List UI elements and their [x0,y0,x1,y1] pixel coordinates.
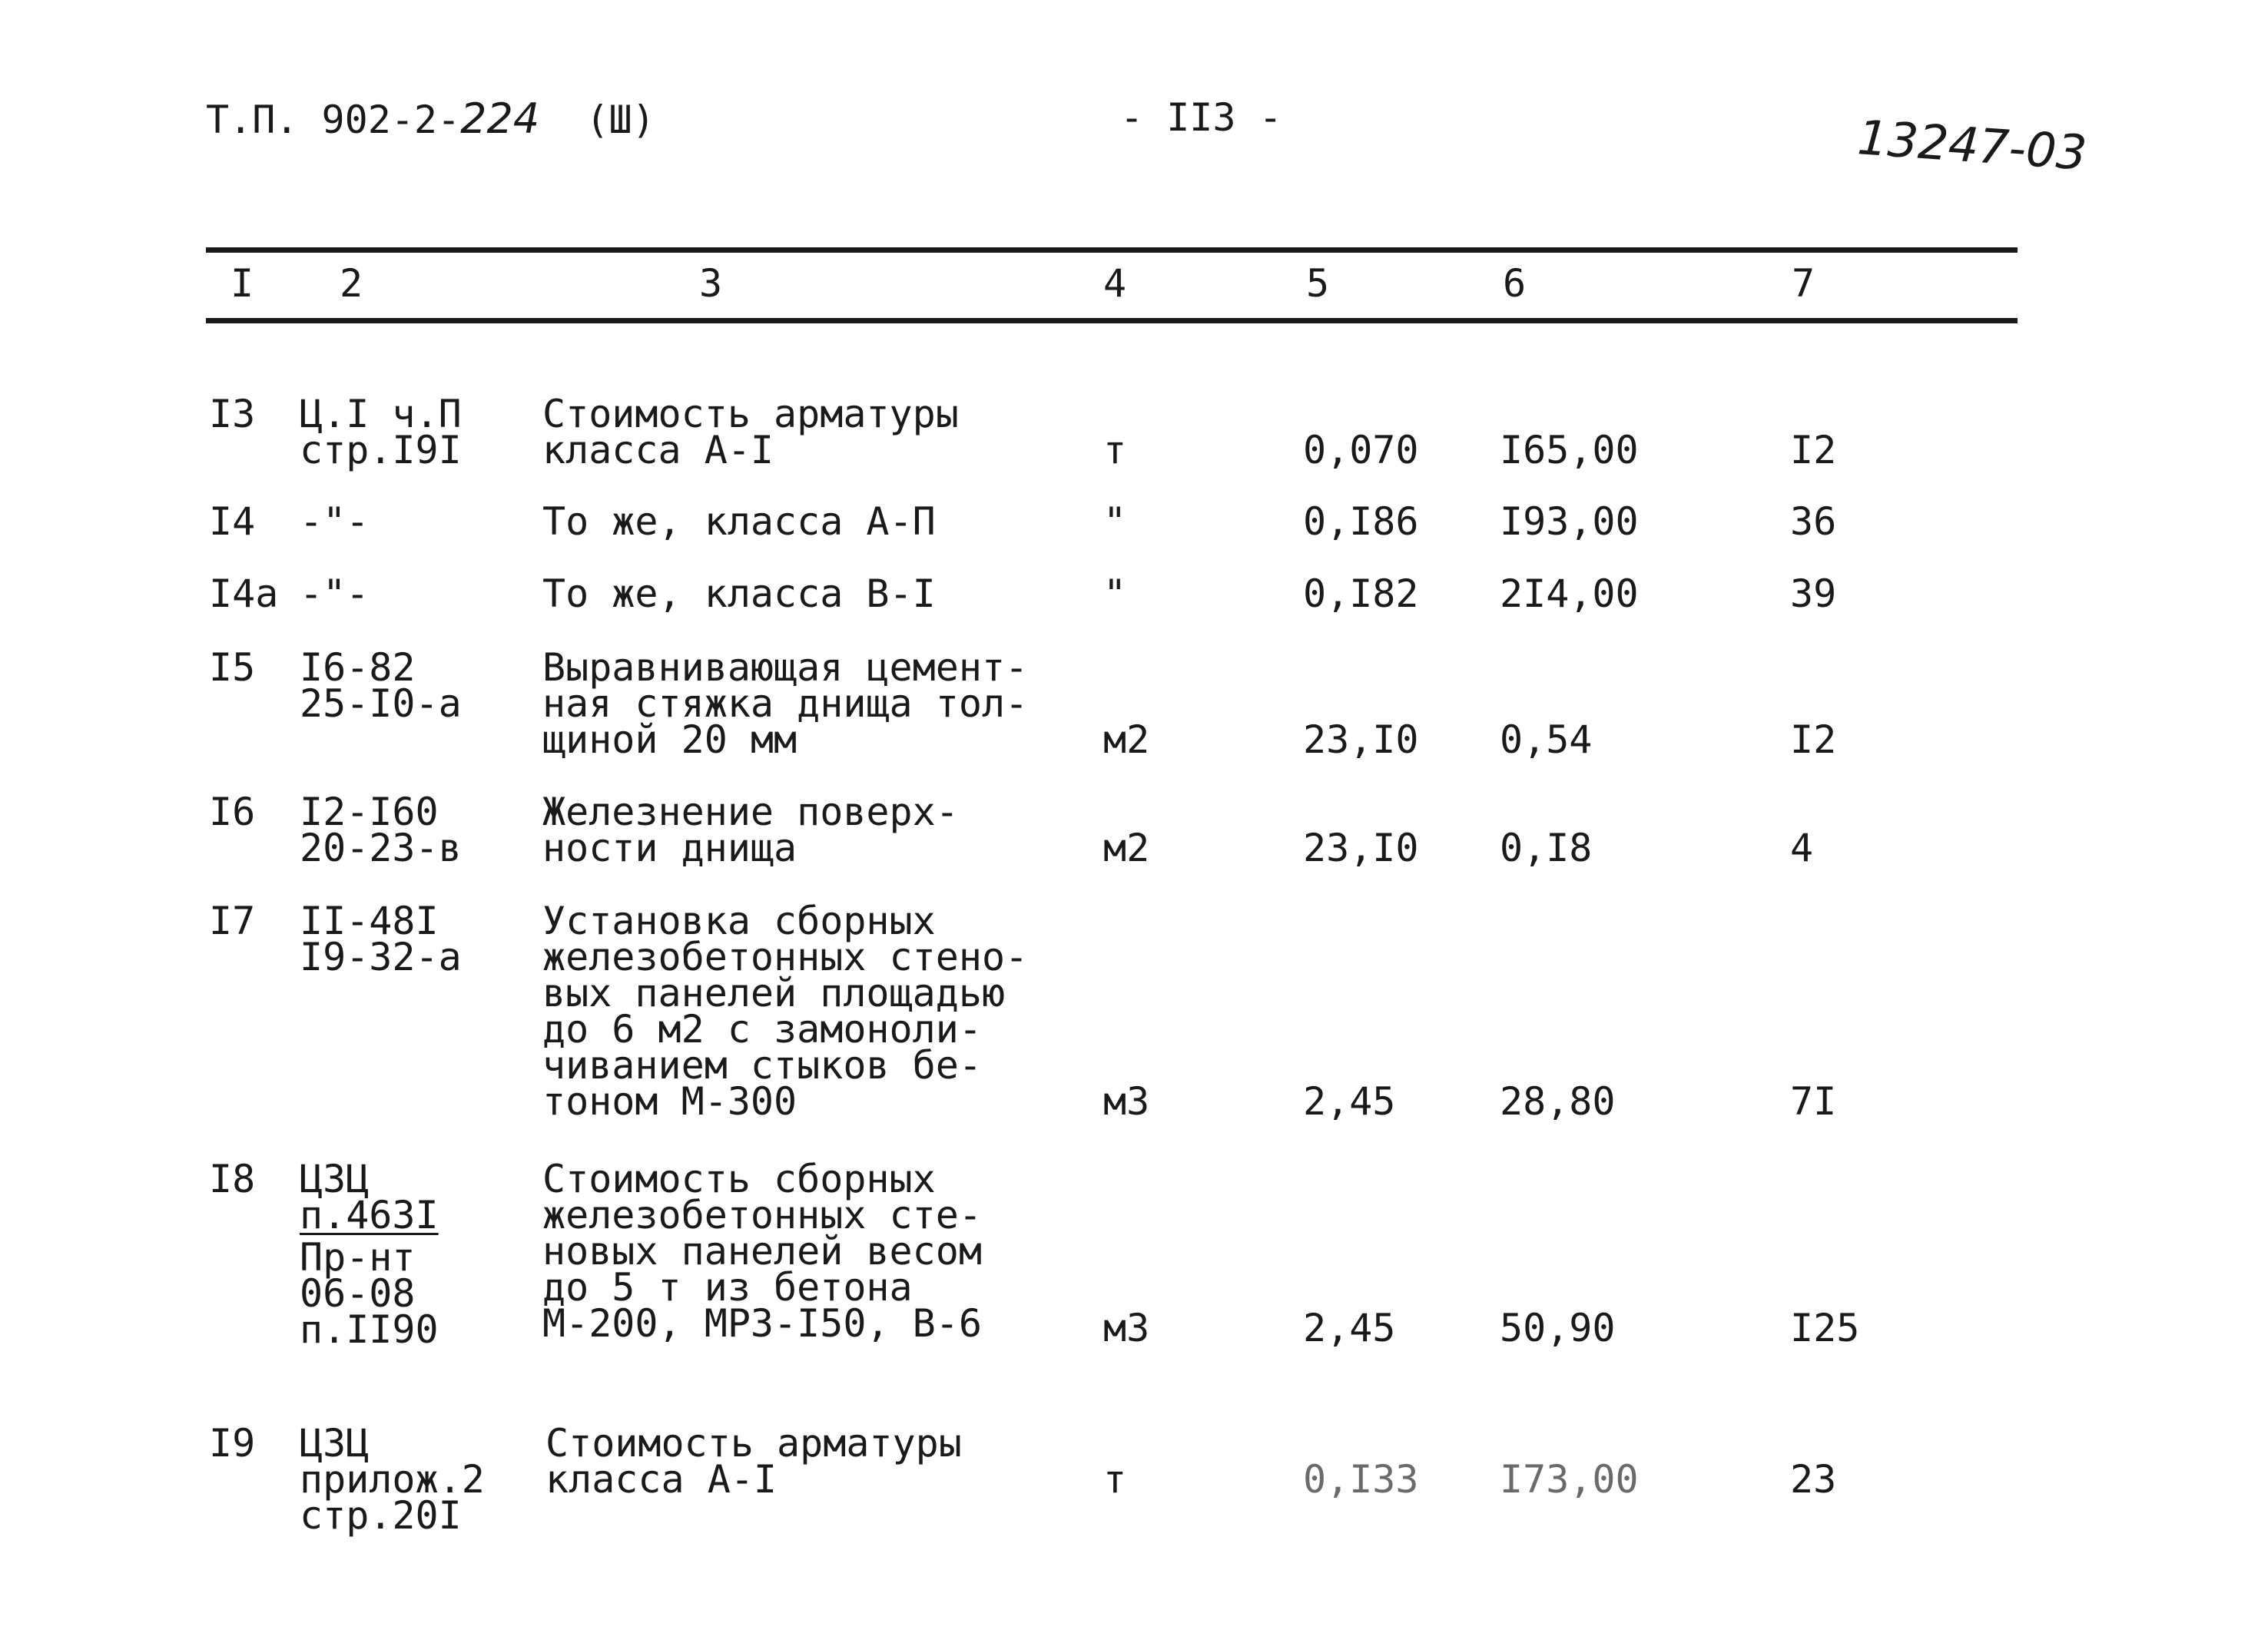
total-cell: I2 [1790,428,1837,472]
row-number: I3 [209,392,256,436]
price-cell: 50,90 [1500,1306,1616,1350]
document-code [206,94,655,143]
reference-cell: ЦЗЦ прилож.2 стр.20I [300,1421,485,1538]
row-number: I4 [209,499,256,544]
price-cell: 28,80 [1500,1079,1616,1124]
description-cell: Стоимость арматуры класса А-I [545,1421,962,1502]
reference-cell: ЦЗЦ п.463I Пр-нт 06-08 п.II90 [300,1157,439,1352]
document-volume: (Ш) [585,98,655,142]
reference-cell: -"- [300,499,370,544]
unit-cell: т [1103,428,1127,472]
quantity-cell: 0,I82 [1303,571,1419,616]
row-number: I6 [209,790,256,834]
reference-cell: Ц.I ч.П стр.I9I [300,392,462,472]
row-number: I9 [209,1421,256,1466]
unit-cell: м3 [1103,1079,1150,1124]
unit-cell: м3 [1103,1306,1150,1350]
price-cell: 0,54 [1500,717,1593,762]
description-cell: Выравнивающая цемент- ная стяжка днища тол- щиной 20 мм [542,645,1029,762]
price-cell: I93,00 [1500,499,1639,544]
description-cell: То же, класса В-I [542,571,936,616]
quantity-cell: 0,070 [1303,428,1419,472]
quantity-cell: 0,I33 [1303,1457,1419,1502]
column-number-6: 6 [1503,261,1527,306]
document-prefix: Т.П. 902-2- [206,98,461,142]
total-cell: 36 [1790,499,1837,544]
description-cell: Стоимость сборных железобетонных сте- новых панелей весом до 5 т из бетона М-200, МРЗ-I50, В-6 [542,1157,982,1346]
total-cell: 7I [1790,1079,1837,1124]
price-cell: 2I4,00 [1500,571,1639,616]
row-number: I5 [209,645,256,690]
reference-cell: -"- [300,571,370,616]
handwritten-code: 13247-03 [1855,109,2089,181]
quantity-cell: 2,45 [1303,1079,1396,1124]
description-cell: Железнение поверх- ности днища [542,790,959,870]
quantity-cell: 2,45 [1303,1306,1396,1350]
price-cell: I65,00 [1500,428,1639,472]
total-cell: 4 [1790,826,1814,870]
document-number-handwritten: 224 [460,94,540,143]
unit-cell: м2 [1103,826,1150,870]
quantity-cell: 23,I0 [1303,826,1419,870]
column-number-5: 5 [1306,261,1330,306]
column-number-1: I [230,261,254,306]
description-cell: То же, класса А-П [542,499,936,544]
reference-cell: II-48I I9-32-а [300,899,462,979]
row-number: I4а [209,571,279,616]
quantity-cell: 0,I86 [1303,499,1419,544]
page-number: - II3 - [1120,95,1282,140]
reference-cell: I2-I60 20-23-в [300,790,462,870]
price-cell: 0,I8 [1500,826,1593,870]
column-number-7: 7 [1792,261,1815,306]
price-cell: I73,00 [1500,1457,1639,1502]
row-number: I8 [209,1157,256,1201]
reference-cell: I6-82 25-I0-а [300,645,462,726]
table-header-rule [206,318,2018,323]
total-cell: 23 [1790,1457,1837,1502]
description-cell: Установка сборных железобетонных стено- вых панелей площадью до 6 м2 с замоноли- чиванием стыков бе- тоном М-300 [542,899,1029,1124]
quantity-cell: 23,I0 [1303,717,1419,762]
unit-cell: т [1103,1457,1127,1502]
column-number-3: 3 [699,261,723,306]
column-number-2: 2 [340,261,363,306]
row-number: I7 [209,899,256,943]
column-number-4: 4 [1103,261,1127,306]
total-cell: I2 [1790,717,1837,762]
unit-cell: м2 [1103,717,1150,762]
description-cell: Стоимость арматуры класса А-I [542,392,959,472]
total-cell: I25 [1790,1306,1860,1350]
table-top-rule [206,247,2018,253]
unit-cell: " [1103,571,1127,616]
total-cell: 39 [1790,571,1837,616]
unit-cell: " [1103,499,1127,544]
